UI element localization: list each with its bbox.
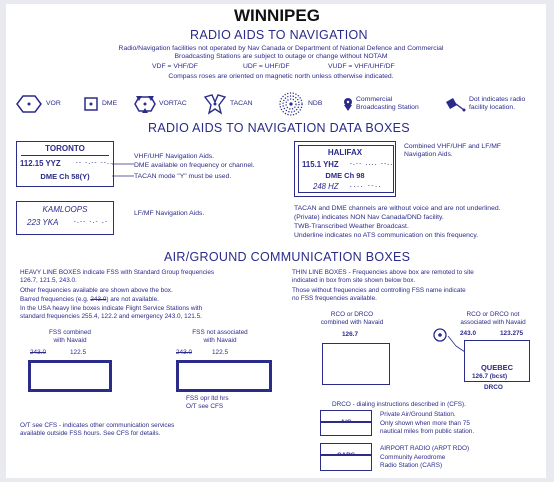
data-boxes-heading: RADIO AIDS TO NAVIGATION DATA BOXES xyxy=(148,121,410,135)
toronto-morse: -- -.-- --.. xyxy=(75,159,113,166)
fss-not-barred-freq: 243.0 xyxy=(176,349,192,356)
tacan-icon xyxy=(204,94,226,114)
halifax-note-2: Navigation Aids. xyxy=(404,151,453,158)
toronto-note-3: TACAN mode "Y" must be used. xyxy=(134,173,232,180)
radio-aids-heading: RADIO AIDS TO NAVIGATION xyxy=(190,28,368,42)
rco-not-label-1: RCO or DRCO not xyxy=(466,311,520,318)
radio-aids-note-1: Radio/Navigation facilities not operated by Nav Canada or Department of National Defence and Commercial xyxy=(118,45,444,52)
quebec-broadcast-freq: 126.7 (bcst) xyxy=(472,373,508,380)
tacan-note-2: (Private) indicates NON Nav Canada/DND facility. xyxy=(294,214,444,221)
kamloops-name: KAMLOOPS xyxy=(42,205,88,214)
cbs-label-2: Broadcasting Station xyxy=(356,104,419,111)
toronto-note-1: VHF/UHF Navigation Aids. xyxy=(134,153,215,160)
fss-combined-box xyxy=(28,360,112,392)
halifax-morse: -.-- .... --.. xyxy=(349,160,393,167)
halifax-dme: DME Ch 98 xyxy=(325,171,365,180)
barred-note-example: 243.0 xyxy=(90,296,107,303)
tacan-note-1: TACAN and DME channels are without voice and are not underlined. xyxy=(294,205,501,212)
drco-note: DRCO - dialing instructions described in (CFS). xyxy=(332,401,466,408)
halifax-name: HALIFAX xyxy=(327,148,363,157)
usa-note-1: In the USA heavy line boxes indicate Flight Service Stations with xyxy=(20,305,203,312)
barred-note-part-a: Barred frequencies (e.g. xyxy=(20,296,89,303)
toronto-frequency: 112.15 YYZ xyxy=(20,159,61,168)
thin-line-note-1: THIN LINE BOXES - Frequencies above box are remoted to site xyxy=(292,269,474,276)
vdf-label: VDF = VHF/DF xyxy=(152,63,198,70)
halifax-frequency: 115.1 YHZ xyxy=(302,160,339,169)
udf-label: UDF = UHF/DF xyxy=(243,63,290,70)
vor-label: VOR xyxy=(46,100,61,107)
barred-note-part-c: ) are not available. xyxy=(106,296,159,303)
dot-label-1: Dot indicates radio xyxy=(469,96,526,103)
barred-freq-note xyxy=(20,296,159,304)
rco-combined-box xyxy=(322,343,390,385)
toronto-leader-lines xyxy=(112,141,136,185)
fss-not-label-2: with Navaid xyxy=(203,337,237,344)
cbs-label-1: Commercial xyxy=(356,96,393,103)
dme-label: DME xyxy=(102,100,118,107)
tacan-note-4: Underline indicates no ATS communication on this frequency. xyxy=(294,232,479,239)
rco-combined-freq: 126.7 xyxy=(342,331,358,338)
ag-note-3: nautical miles from public station. xyxy=(380,428,475,435)
thin-line-note-3: Those without frequencies and controlling FSS name indicate xyxy=(292,287,466,294)
broadcast-station-icon xyxy=(342,97,354,111)
fss-not-freq: 122.5 xyxy=(212,349,228,356)
heavy-line-note-2: 126.7, 121.5, 243.0. xyxy=(20,277,77,284)
thin-line-note-2: indicated in box from site shown below box. xyxy=(292,277,416,284)
page-title: WINNIPEG xyxy=(234,6,320,25)
rco-combined-label-1: RCO or DRCO xyxy=(330,311,374,318)
fss-combined-label-1: FSS combined xyxy=(49,329,91,336)
ag-box xyxy=(320,410,372,422)
ag-box-lower xyxy=(320,422,372,436)
fss-not-label-1: FSS not associated xyxy=(192,329,248,336)
tacan-label: TACAN xyxy=(230,100,253,107)
toronto-data-box xyxy=(16,141,114,187)
vor-icon xyxy=(16,95,44,113)
air-ground-heading: AIR/GROUND COMMUNICATION BOXES xyxy=(164,250,411,264)
rco-not-freq-2: 123.275 xyxy=(500,330,524,337)
ag-note-1: Private Air/Ground Station. xyxy=(380,411,456,418)
cars-box-lower xyxy=(320,455,372,471)
halifax-data-box xyxy=(294,141,396,197)
kamloops-note: LF/MF Navigation Aids. xyxy=(134,210,205,217)
halifax-hz: 248 HZ xyxy=(313,182,339,191)
toronto-dme: DME Ch 58(Y) xyxy=(40,172,90,181)
ot-note-2: available outside FSS hours. See CFS for details. xyxy=(20,430,161,437)
rco-combined-label-2: combined with Navaid xyxy=(320,319,384,326)
toronto-divider xyxy=(21,155,109,156)
kamloops-frequency: 223 YKA xyxy=(27,218,59,227)
other-freq-note: Other frequencies available are shown above the box. xyxy=(20,287,173,294)
compass-roses-note: Compass roses are oriented on magnetic north unless otherwise indicated. xyxy=(168,73,394,80)
cars-box xyxy=(320,443,372,455)
ndb-icon xyxy=(278,91,304,117)
ag-note-2: Only shown when more than 75 xyxy=(380,420,470,427)
fss-combined-barred-freq: 243.0 xyxy=(30,349,46,356)
kamloops-morse: -.-- -.- .- xyxy=(73,218,108,225)
cars-note-3: Radio Station (CARS) xyxy=(380,462,443,469)
toronto-note-2: DME available on frequency or channel. xyxy=(134,162,255,169)
facility-location-icon xyxy=(444,96,466,112)
thin-line-note-4: no FSS frequencies available. xyxy=(292,295,377,302)
rco-not-freq-1: 243.0 xyxy=(460,330,476,337)
ot-note-1: O/T see CFS - indicates other communication services xyxy=(20,422,175,429)
radio-aids-note-2: Broadcasting Stations are subject to outage or change without NOTAM xyxy=(174,53,388,60)
tacan-note-3: TWB-Transcribed Weather Broadcast. xyxy=(294,223,409,230)
fss-not-box xyxy=(176,360,272,392)
usa-note-2: standard frequencies 255.4, 122.2 and emergency 243.0, 121.5. xyxy=(20,313,202,320)
fss-combined-freq: 122.5 xyxy=(70,349,86,356)
kamloops-data-box xyxy=(16,201,114,235)
dme-icon xyxy=(84,97,98,111)
vortac-label: VORTAC xyxy=(159,100,187,107)
cars-note-2: Community Aerodrome xyxy=(380,454,446,461)
halifax-note-1: Combined VHF/UHF and LF/MF xyxy=(404,143,502,150)
vortac-icon xyxy=(134,94,156,114)
heavy-line-note-1: HEAVY LINE BOXES indicate FSS with Standard Group frequencies xyxy=(20,269,215,276)
quebec-name: QUEBEC xyxy=(480,363,514,372)
rco-not-label-2: associated with Navaid xyxy=(460,319,526,326)
ndb-label: NDB xyxy=(308,100,323,107)
fss-combined-label-2: with Navaid xyxy=(53,337,87,344)
drco-label: DRCO xyxy=(484,384,503,391)
fss-opr-note-2: O/T see CFS xyxy=(186,403,224,410)
dot-label-2: facility location. xyxy=(469,104,516,111)
vudf-label: VUDF = VHF/UHF/DF xyxy=(328,63,395,70)
toronto-name: TORONTO xyxy=(45,144,85,153)
halifax-hz-morse: .... --.. xyxy=(349,182,382,189)
legend-sheet xyxy=(6,4,546,478)
cars-note-1: AIRPORT RADIO (ARPT RDO) xyxy=(380,445,470,452)
fss-opr-note-1: FSS opr ltd hrs xyxy=(186,395,229,402)
